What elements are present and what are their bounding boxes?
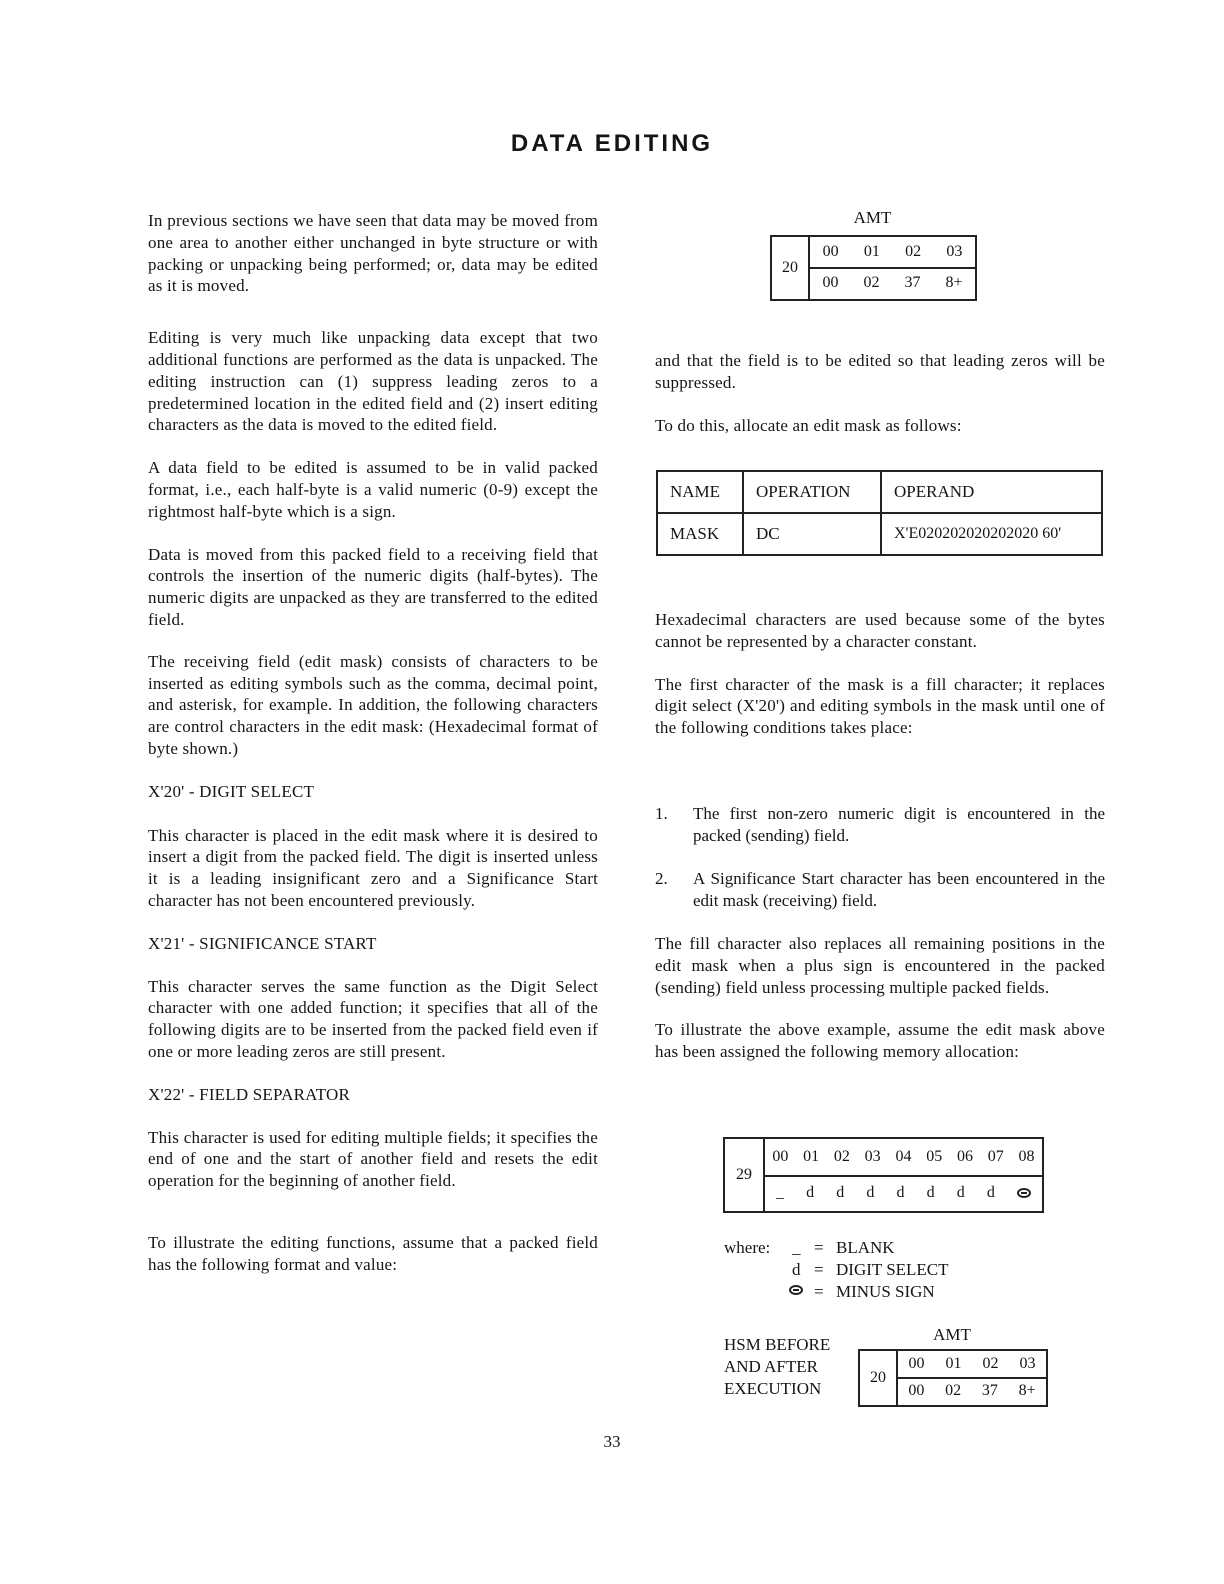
right-paragraphs-lower: [655, 933, 1105, 1063]
left-column: [148, 210, 598, 1275]
paragraph: The fill character also replaces all remaining positions in the edit mask when a plus sign is encountered in the packed (sending) field unless processing multiple packed fields.: [655, 934, 1105, 997]
list-text: A Significance Start character has been encountered in the edit mask (receiving) field.: [693, 869, 1105, 910]
address-cell: 01: [863, 243, 880, 260]
address-cell: 03: [946, 243, 963, 260]
legend-meaning: DIGIT SELECT: [836, 1260, 949, 1279]
amt-label: AMT: [853, 208, 892, 227]
digit-select-symbol: d: [806, 1184, 815, 1201]
amt-value-row: [810, 269, 975, 297]
amt-label: AMT: [933, 1325, 971, 1344]
address-cell: 03: [864, 1148, 881, 1165]
blank-symbol: _: [776, 1184, 785, 1201]
table-header-row: [657, 471, 1102, 513]
legend-equals: =: [814, 1282, 824, 1301]
address-cell: 05: [926, 1148, 943, 1165]
paragraph: and that the field is to be edited so that leading zeros will be suppressed.: [655, 351, 1105, 392]
paragraph: In previous sections we have seen that data may be moved from one area to another either unchanged in byte structure or with packing or unpacking being performed; or, data may be edited as it is moved.: [148, 211, 598, 296]
memory-value-row: [765, 1177, 1042, 1209]
amt-address-row: [898, 1351, 1046, 1377]
paragraph: This character is placed in the edit mask where it is desired to insert a digit from the packed field. The digit is inserted unless it is a leading insignificant zero and a Significance Start character has not been encountered previously.: [148, 825, 598, 910]
control-heading-field-separator: X'22' - FIELD SEPARATOR: [148, 1084, 351, 1104]
paragraph: To do this, allocate an edit mask as follows:: [655, 415, 962, 435]
legend-meaning: MINUS SIGN: [836, 1282, 935, 1301]
edit-mask-table: [656, 470, 1103, 556]
amt-address-row: [810, 237, 975, 267]
digit-select-symbol: d: [866, 1184, 875, 1201]
symbol-legend: [724, 1237, 1024, 1307]
value-cell: 00: [908, 1382, 925, 1399]
conditions-list: [655, 803, 1105, 913]
table-header-cell: NAME: [657, 471, 743, 513]
list-text: The first non-zero numeric digit is encountered in the packed (sending) field.: [693, 804, 1105, 845]
address-cell: 02: [833, 1148, 850, 1165]
memory-prefix: 29: [725, 1139, 765, 1211]
minus-sign-icon: [789, 1285, 803, 1295]
control-heading-digit-select: X'20' - DIGIT SELECT: [148, 781, 315, 801]
address-cell: 04: [895, 1148, 912, 1165]
digit-select-symbol: d: [956, 1184, 965, 1201]
address-cell: 08: [1018, 1148, 1035, 1165]
right-paragraph: [655, 350, 1105, 436]
address-cell: 02: [905, 243, 922, 260]
page-title: DATA EDITING: [510, 130, 714, 157]
paragraph: This character serves the same function as the Digit Select character with one added function; it specifies that all of the following digits are to be inserted from the packed field even if one or more leading zeros are still present.: [148, 976, 598, 1061]
table-cell: X'E020202020202020 60': [881, 513, 1102, 555]
address-cell: 06: [956, 1148, 973, 1165]
digit-select-symbol: d: [926, 1184, 935, 1201]
amt-value-row: [898, 1379, 1046, 1403]
address-cell: 00: [908, 1355, 925, 1372]
value-cell: 37: [981, 1382, 998, 1399]
hsm-caption: [724, 1334, 854, 1400]
paragraph: Data is moved from this packed field to a receiving field that controls the insertion of the numeric digits (half-bytes). The numeric digits are unpacked as they are transferred to the edited field.: [148, 544, 598, 629]
memory-allocation-box: [723, 1137, 1044, 1213]
amt-field-box: [770, 235, 977, 301]
address-cell: 00: [822, 243, 839, 260]
paragraph: A data field to be edited is assumed to be in valid packed format, i.e., each half-byte is a valid numeric (0-9) except the rightmost half-byte which is a sign.: [148, 458, 598, 521]
paragraph: Hexadecimal characters are used because some of the bytes cannot be represented by a character constant.: [655, 610, 1105, 651]
table-header-cell: OPERATION: [743, 471, 881, 513]
digit-select-symbol: d: [986, 1184, 995, 1201]
minus-sign-icon: [1017, 1188, 1031, 1198]
legend-meaning: BLANK: [836, 1238, 895, 1257]
digit-select-symbol: d: [896, 1184, 905, 1201]
table-header-cell: OPERAND: [881, 471, 1102, 513]
hsm-caption-line: AND AFTER: [724, 1357, 818, 1376]
value-cell: 02: [863, 274, 880, 291]
legend-symbol-blank: _: [792, 1238, 801, 1257]
value-cell: 8+: [945, 274, 963, 291]
right-paragraphs: [655, 609, 1105, 739]
address-cell: 01: [803, 1148, 820, 1165]
table-cell: DC: [743, 513, 881, 555]
address-cell: 07: [987, 1148, 1004, 1165]
digit-select-symbol: d: [836, 1184, 845, 1201]
address-cell: 02: [982, 1355, 999, 1372]
hsm-amt-box: [858, 1349, 1048, 1407]
value-cell: 8+: [1018, 1382, 1036, 1399]
address-cell: 03: [1019, 1355, 1036, 1372]
table-row: [657, 513, 1102, 555]
amt-prefix: 20: [772, 237, 810, 299]
paragraph: The first character of the mask is a fill character; it replaces digit select (X'20') and editing symbols in the mask until one of the following conditions takes place:: [655, 674, 1105, 738]
list-number: 1.: [655, 804, 668, 823]
value-cell: 02: [945, 1382, 962, 1399]
hsm-caption-line: HSM BEFORE: [724, 1335, 831, 1354]
paragraph: To illustrate the above example, assume the edit mask above has been assigned the following memory allocation:: [655, 1020, 1105, 1062]
list-number: 2.: [655, 869, 668, 888]
paragraph: To illustrate the editing functions, assume that a packed field has the following format and value:: [148, 1232, 598, 1274]
page-number: 33: [603, 1432, 621, 1451]
address-cell: 00: [772, 1148, 789, 1165]
address-cell: 01: [945, 1355, 962, 1372]
legend-symbol-digit: d: [792, 1260, 801, 1279]
value-cell: 37: [904, 274, 921, 291]
legend-where-label: where:: [724, 1238, 771, 1257]
control-heading-significance-start: X'21' - SIGNIFICANCE START: [148, 933, 377, 953]
legend-equals: =: [814, 1260, 824, 1279]
hsm-caption-line: EXECUTION: [724, 1379, 822, 1398]
amt-prefix: 20: [860, 1351, 898, 1405]
table-cell: MASK: [657, 513, 743, 555]
legend-equals: =: [814, 1238, 824, 1257]
memory-address-row: [765, 1139, 1042, 1175]
paragraph: The receiving field (edit mask) consists of characters to be inserted as editing symbols such as the comma, decimal point, and asterisk, for example. In addition, the following characters are control characters in the edit mask: (Hexadecimal format of byte shown.): [148, 651, 598, 758]
paragraph: Editing is very much like unpacking data except that two additional functions are performed as the data is unpacked. The editing instruction can (1) suppress leading zeros to a predetermined location in the edited field and (2) insert editing characters as the data is moved to the edited field.: [148, 328, 598, 435]
value-cell: 00: [822, 274, 839, 291]
paragraph: This character is used for editing multiple fields; it specifies the end of one and the start of another field and resets the edit operation for the beginning of another field.: [148, 1127, 598, 1191]
